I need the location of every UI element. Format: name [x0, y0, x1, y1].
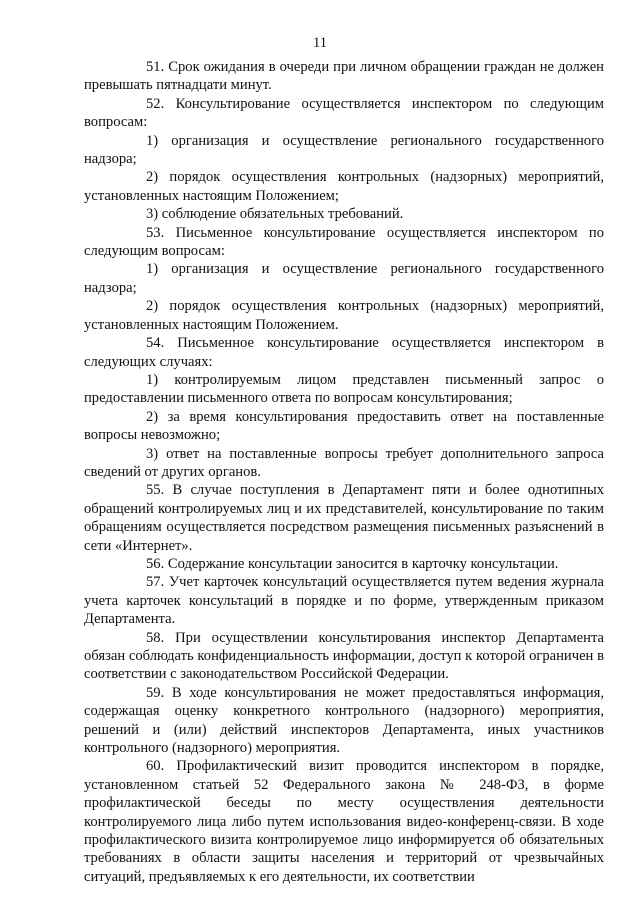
page-number: 11 [313, 35, 327, 51]
paragraph-51: 51. Срок ожидания в очереди при личном обращении граждан не должен превышать пятнадцати минут. [84, 59, 604, 94]
document-body [84, 58, 604, 886]
paragraph-54-item-3: 3) ответ на поставленные вопросы требует дополнительного запроса сведений от других органов. [84, 445, 604, 480]
paragraph-60: 60. Профилактический визит проводится инспектором в порядке, установленном статьей 52 Федерального закона № 248-ФЗ, в форме профилактической беседы по месту осуществления деятельности контролируемого лица либо путем использования видео-конференц-связи. В ходе профилактического визита контролируемое лицо информируется об обязательных требованиях в области защиты населения и территорий от чрезвычайных ситуаций, предъявляемых к его деятельности, их соответствии [84, 758, 604, 885]
paragraph-52-item-2: 2) порядок осуществления контрольных (надзорных) мероприятий, установленных настоящим Положением; [84, 169, 604, 204]
paragraph-56: 56. Содержание консультации заносится в карточку консультации. [146, 555, 559, 572]
paragraph-54-item-1: 1) контролируемым лицом представлен письменный запрос о предоставлении письменного ответа по вопросам консультирования; [84, 371, 604, 407]
paragraph-54-item-2: 2) за время консультирования предоставить ответ на поставленные вопросы невозможно; [84, 408, 604, 444]
paragraph-58: 58. При осуществлении консультирования инспектор Департамента обязан соблюдать конфиденциальность информации, доступ к которой ограничен в соответствии с законодательством Российской Федерации. [84, 629, 604, 683]
paragraph-53: 53. Письменное консультирование осуществляется инспектором по следующим вопросам: [84, 224, 604, 260]
paragraph-52: 52. Консультирование осуществляется инспектором по следующим вопросам: [84, 95, 604, 131]
paragraph-52-item-1: 1) организация и осуществление регионального государственного надзора; [84, 132, 604, 168]
paragraph-57: 57. Учет карточек консультаций осуществляется путем ведения журнала учета карточек консультаций в порядке и по форме, утвержденным приказом Департамента. [84, 574, 604, 628]
paragraph-55: 55. В случае поступления в Департамент пяти и более однотипных обращений контролируемых лиц и их представителей, консультирование по таким обращениям осуществляется посредством размещения письменных разъяснений в сети «Интернет». [84, 482, 604, 554]
paragraph-59: 59. В ходе консультирования не может предоставляться информация, содержащая оценку конкретного контрольного (надзорного) мероприятия, решений и (или) действий инспекторов Департамента, иных участников контрольного (надзорного) мероприятия. [84, 684, 604, 757]
paragraph-53-item-2: 2) порядок осуществления контрольных (надзорных) мероприятий, установленных настоящим Положением. [84, 298, 604, 333]
paragraph-54: 54. Письменное консультирование осуществляется инспектором в следующих случаях: [84, 335, 604, 370]
paragraph-52-item-3: 3) соблюдение обязательных требований. [146, 206, 404, 223]
paragraph-53-item-1: 1) организация и осуществление регионального государственного надзора; [84, 261, 604, 296]
